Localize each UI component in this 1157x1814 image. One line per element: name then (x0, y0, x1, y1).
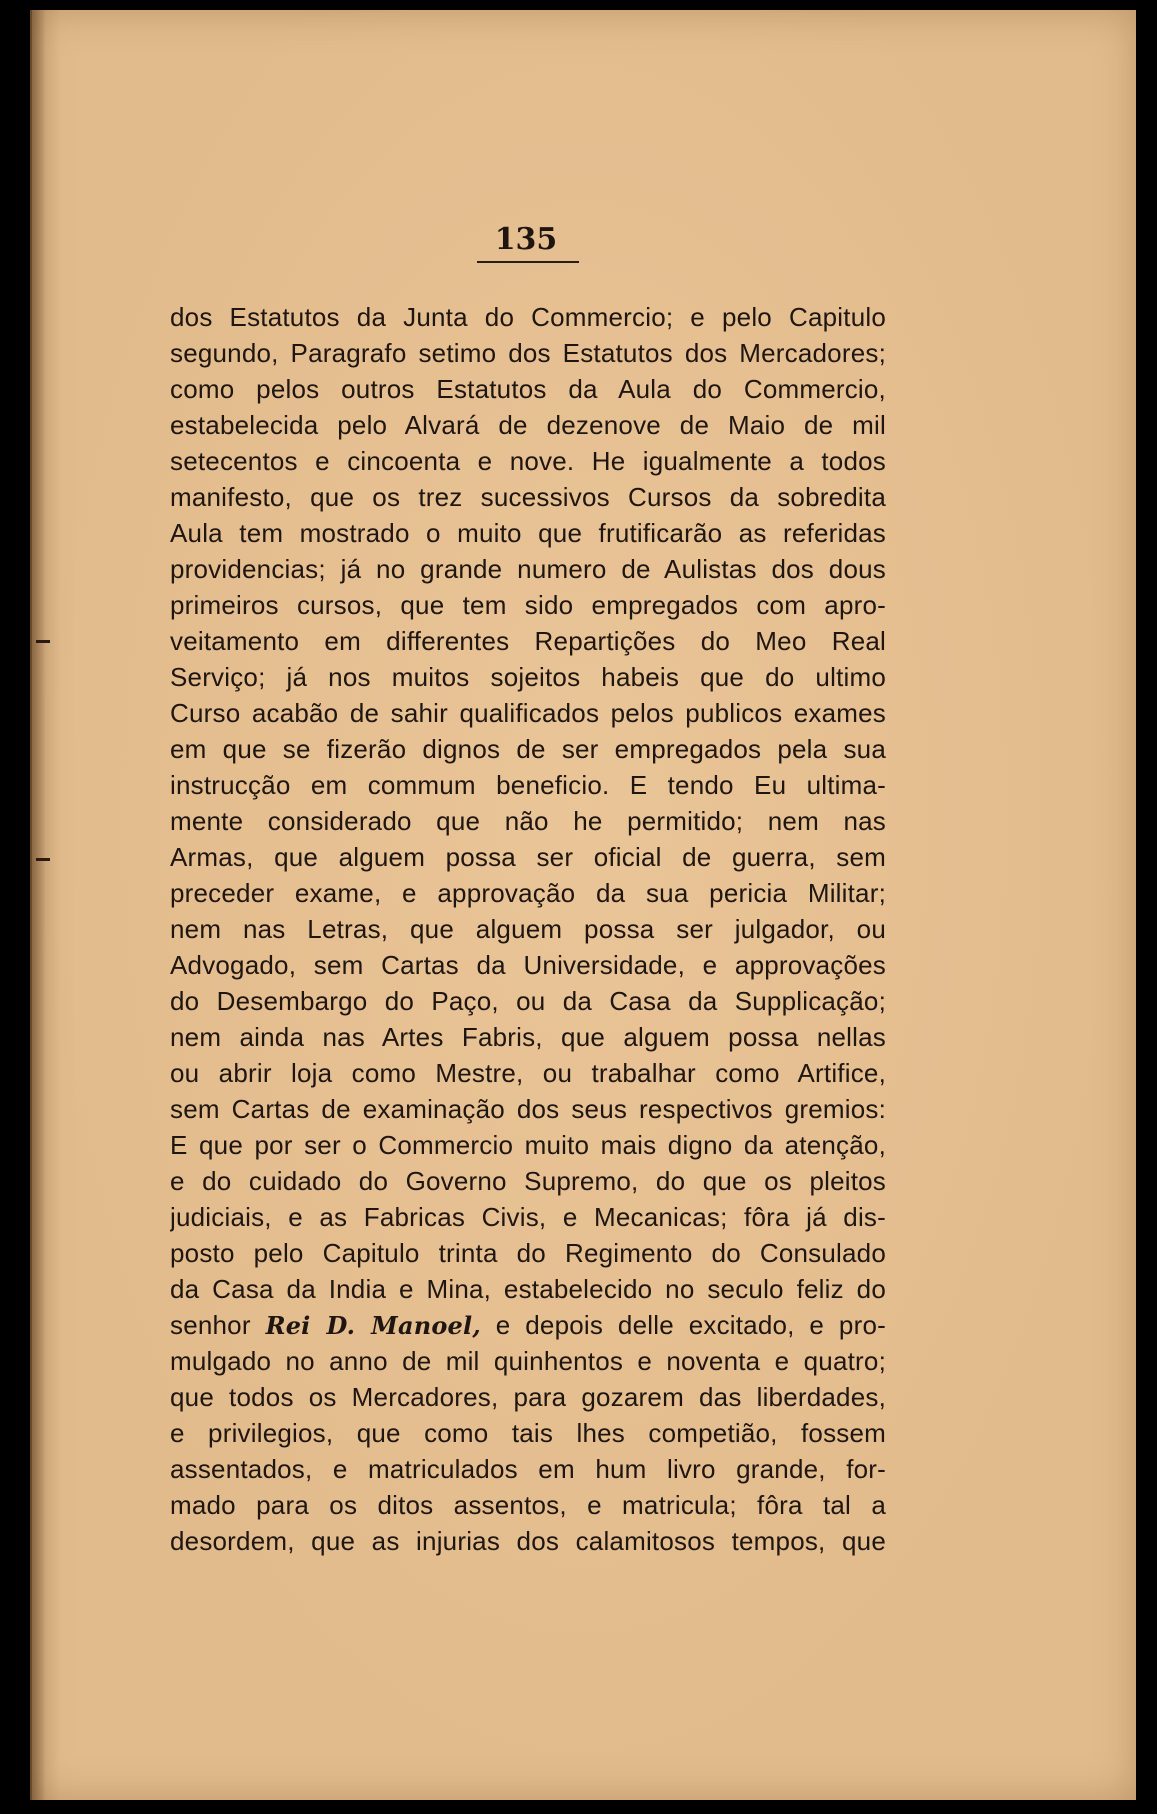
body-text (170, 299, 886, 1559)
text-line: nem nas Letras, que alguem possa ser julgador, ou (170, 914, 886, 944)
text-line: Advogado, sem Cartas da Universidade, e approvações (170, 950, 886, 980)
text-line: do Desembargo do Paço, ou da Casa da Supplicação; (170, 986, 886, 1016)
text-line: Armas, que alguem possa ser oficial de guerra, sem (170, 842, 886, 872)
text-line: e do cuidado do Governo Supremo, do que os pleitos (170, 1166, 886, 1196)
text-line: E que por ser o Commercio muito mais digno da atenção, (170, 1130, 886, 1160)
text-line: dos Estatutos da Junta do Commercio; e pelo Capitulo (170, 302, 886, 332)
text-line: que todos os Mercadores, para gozarem das liberdades, (170, 1382, 886, 1412)
text-line: primeiros cursos, que tem sido empregados com apro- (170, 590, 886, 620)
text-line: instrucção em commum beneficio. E tendo Eu ultima- (170, 770, 886, 800)
text-span: senhor (170, 1310, 251, 1340)
text-line: preceder exame, e approvação da sua pericia Militar; (170, 878, 886, 908)
text-line: ou abrir loja como Mestre, ou trabalhar como Artifice, (170, 1058, 886, 1088)
binding-stitch (36, 640, 50, 643)
text-line: Curso acabão de sahir qualificados pelos publicos exames (170, 698, 886, 728)
text-line: Aula tem mostrado o muito que frutificarão as referidas (170, 518, 886, 548)
page-number-rule (477, 261, 579, 263)
text-line: desordem, que as injurias dos calamitosos tempos, que (170, 1526, 886, 1556)
text-line-with-italic (170, 1307, 886, 1343)
text-line: mado para os ditos assentos, e matricula; fôra tal a (170, 1490, 886, 1520)
text-line: providencias; já no grande numero de Aulistas dos dous (170, 554, 886, 584)
italic-name: Rei D. Manoel, (265, 1311, 481, 1340)
text-line: manifesto, que os trez sucessivos Cursos da sobredita (170, 482, 886, 512)
text-span: e depois delle excitado, e pro- (495, 1310, 886, 1340)
text-line: posto pelo Capitulo trinta do Regimento do Consulado (170, 1238, 886, 1268)
page-number: 135 (494, 222, 558, 257)
text-line: veitamento em differentes Repartições do Meo Real (170, 626, 886, 656)
text-line: sem Cartas de examinação dos seus respectivos gremios: (170, 1094, 886, 1124)
text-line: estabelecida pelo Alvará de dezenove de Maio de mil (170, 410, 886, 440)
text-line: mente considerado que não he permitido; nem nas (170, 806, 886, 836)
text-line: da Casa da India e Mina, estabelecido no seculo feliz do (170, 1274, 886, 1304)
text-line: mulgado no anno de mil quinhentos e noventa e quatro; (170, 1346, 886, 1376)
text-line: em que se fizerão dignos de ser empregados pela sua (170, 734, 886, 764)
text-line: setecentos e cincoenta e nove. He igualmente a todos (170, 446, 886, 476)
text-line: judiciais, e as Fabricas Civis, e Mecanicas; fôra já dis- (170, 1202, 886, 1232)
text-line: nem ainda nas Artes Fabris, que alguem possa nellas (170, 1022, 886, 1052)
text-line: como pelos outros Estatutos da Aula do Commercio, (170, 374, 886, 404)
text-line: e privilegios, que como tais lhes competião, fossem (170, 1418, 886, 1448)
text-line: segundo, Paragrafo setimo dos Estatutos dos Mercadores; (170, 338, 886, 368)
page-spine (30, 10, 46, 1800)
text-line: Serviço; já nos muitos sojeitos habeis que do ultimo (170, 662, 886, 692)
text-line: assentados, e matriculados em hum livro grande, for- (170, 1454, 886, 1484)
binding-stitch (36, 858, 50, 861)
